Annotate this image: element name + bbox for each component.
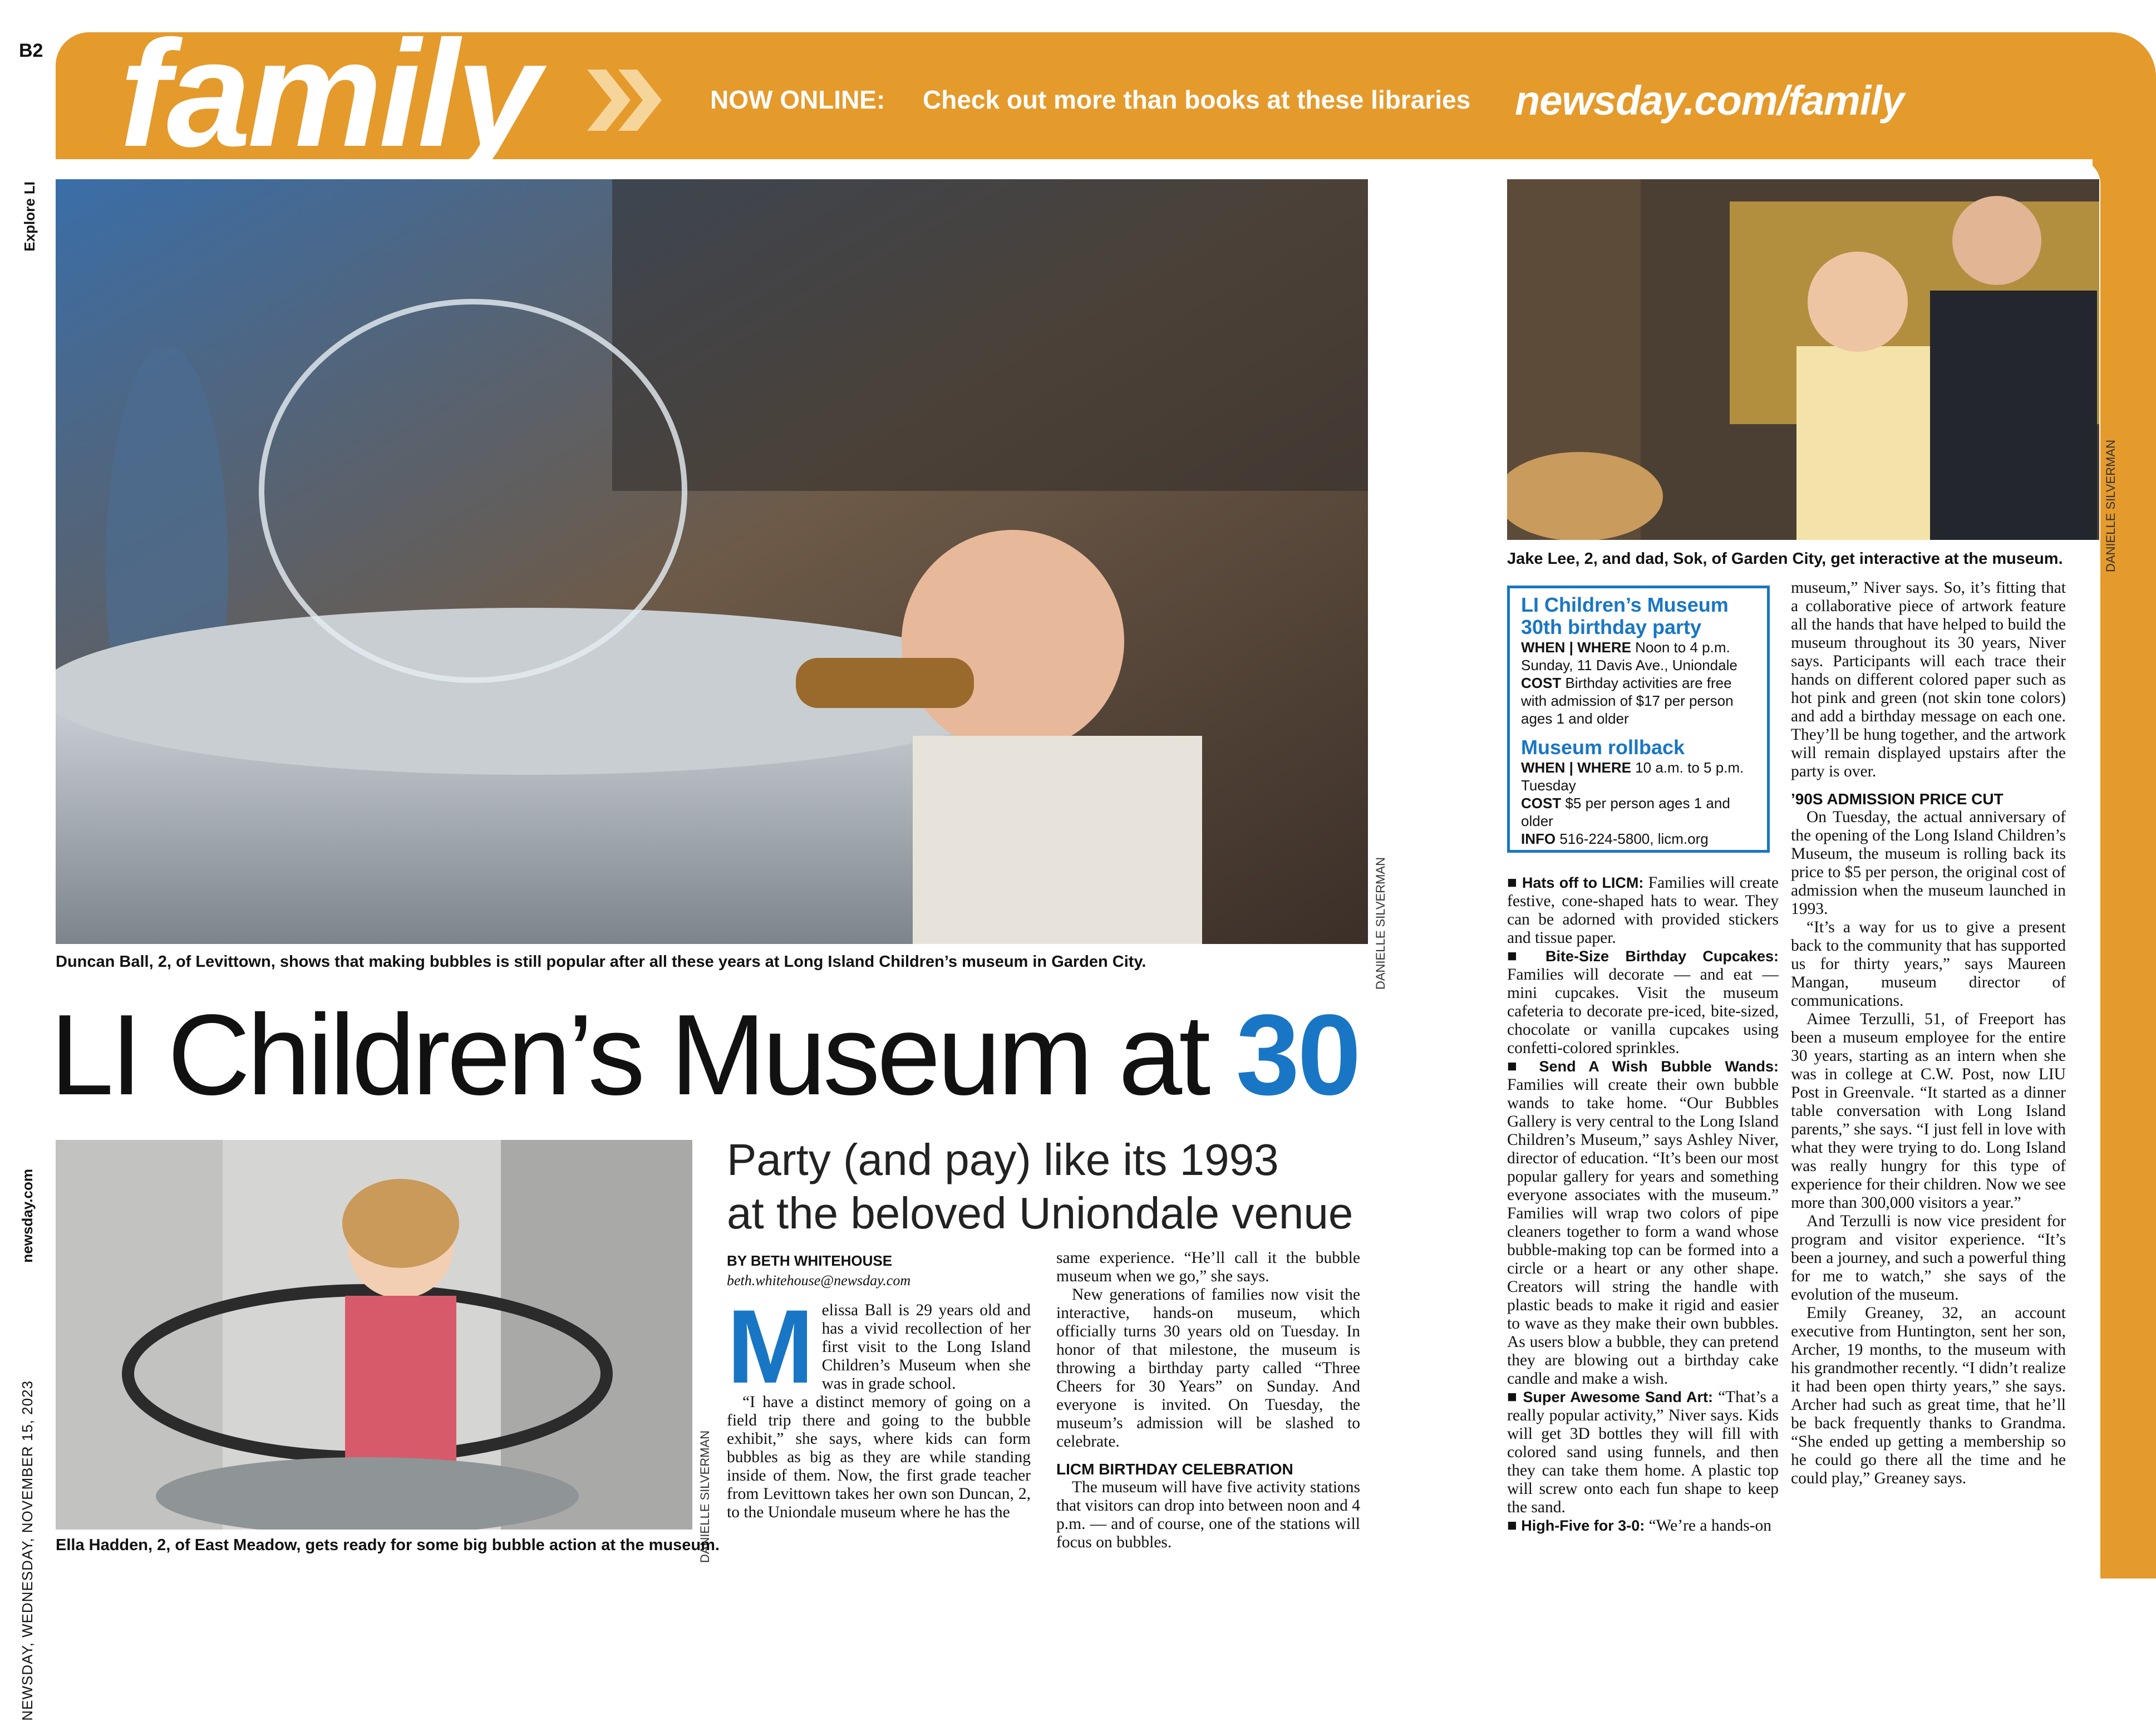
cost-value: $5 per person ages 1 and older xyxy=(1521,795,1730,829)
bullet-label: Super Awesome Sand Art: xyxy=(1523,1389,1714,1405)
when-label: WHEN | WHERE xyxy=(1521,639,1631,656)
info-label: INFO xyxy=(1521,830,1556,847)
bullet-label: High-Five for 3-0: xyxy=(1521,1517,1645,1534)
event-cost xyxy=(1521,674,1756,727)
paragraph: New generations of families now visit the interactive, hands-on museum, which officially turns 30 years old on Tuesday. In honor of that milestone, the museum is throwing a birthday party called “Three Cheers for 30 Years” on Sunday. And everyone is invited. On Tuesday, the museum’s admission will be slashed to celebrate. xyxy=(1056,1286,1360,1450)
bullet-text: Families will decorate — and eat — mini cupcakes. Visit the museum cafeteria to decorate pre-iced, bite-sized, chocolate or vanilla cupcakes using confetti-colored sprinkles. xyxy=(1507,966,1779,1057)
when-value: 10 a.m. to 5 p.m. Tuesday xyxy=(1521,759,1744,794)
bullet-item xyxy=(1507,1058,1779,1388)
article-column-3 xyxy=(1507,874,1779,1570)
paragraph: “I have a distinct memory of going on a field trip there and going to the bubble exhibit,” she says, where kids can form bubbles as big as they are while standing inside of them. Now, the first grade teacher from Levittown takes her own son Duncan, 2, to the Uniondale museum where he has the xyxy=(727,1393,1031,1521)
paragraph: “It’s a way for us to give a present back to the community that has supported us for thirty years,” says Maureen Mangan, museum director of communications. xyxy=(1791,918,2066,1010)
when-label: WHEN | WHERE xyxy=(1521,759,1631,776)
double-chevron-icon xyxy=(587,70,665,131)
photo-caption: Ella Hadden, 2, of East Meadow, gets ready for some big bubble action at the museum. xyxy=(56,1536,720,1554)
paragraph: And Terzulli is now vice president for program and visitor experience. “It’s been a journey, and such a powerful thing for me to watch,” she says of the evolution of the museum. xyxy=(1791,1212,2066,1304)
bullet-item xyxy=(1507,1388,1779,1517)
header-side-band xyxy=(2093,83,2156,1579)
event-when xyxy=(1521,638,1756,674)
info-value[interactable]: 516-224-5800, licm.org xyxy=(1559,830,1709,847)
bullet-square-icon: ■ xyxy=(1507,1388,1518,1406)
event-info xyxy=(1521,830,1756,848)
paragraph: museum,” Niver says. So, it’s fitting that a collaborative piece of artwork feature all the hands that have helped to build the museum throughout its 30 years, Niver says. Participants will each trace their hands on different colored paper such as hot pink and green (not skin tone colors) and add a birthday message on each one. They’ll be hung together, and the artwork will remain displayed upstairs after the party is over. xyxy=(1791,579,2066,780)
headline-accent: 30 xyxy=(1235,991,1359,1119)
headline xyxy=(50,992,1359,1118)
drop-cap: M xyxy=(727,1301,814,1405)
online-label: NOW ONLINE: xyxy=(710,85,885,114)
byline-email[interactable]: beth.whitehouse@newsday.com xyxy=(727,1272,911,1289)
headline-text: LI Children’s Museum at xyxy=(50,991,1236,1119)
main-photo xyxy=(56,179,1368,944)
paragraph: same experience. “He’ll call it the bubble museum when we go,” she says. xyxy=(1056,1249,1360,1285)
side-dateline: NEWSDAY, WEDNESDAY, NOVEMBER 15, 2023 xyxy=(19,1380,36,1721)
paragraph: On Tuesday, the actual anniversary of the opening of the Long Island Children’s Museum, the museum is rolling back its price to $5 per person, the original cost of admission when the museum launched in 1993. xyxy=(1791,808,2066,918)
byline: BY BETH WHITEHOUSE xyxy=(727,1252,893,1269)
event-info-box xyxy=(1507,586,1770,853)
side-section-label: Explore LI xyxy=(21,181,38,252)
bullet-square-icon: ■ xyxy=(1507,1058,1526,1075)
bullet-square-icon: ■ xyxy=(1507,874,1518,892)
article-column-4 xyxy=(1791,579,2066,1570)
bullet-item xyxy=(1507,874,1779,947)
deck-line: Party (and pay) like its 1993 xyxy=(727,1135,1279,1184)
page-number: B2 xyxy=(19,40,43,61)
section-title: family xyxy=(120,9,538,178)
subhead: LICM BIRTHDAY CELEBRATION xyxy=(1056,1461,1293,1478)
online-link[interactable]: Check out more than books at these libraries xyxy=(923,85,1471,114)
bullet-label: Send A Wish Bubble Wands: xyxy=(1539,1058,1779,1075)
photo-credit: DANIELLE SILVERMAN xyxy=(1374,857,1387,990)
bullet-label: Bite-Size Birthday Cupcakes: xyxy=(1545,948,1779,965)
event-title: 30th birthday party xyxy=(1521,616,1702,638)
bullet-square-icon: ■ xyxy=(1507,947,1529,965)
article-column-2 xyxy=(1056,1249,1360,1566)
deck-line: at the beloved Uniondale venue xyxy=(727,1188,1353,1238)
bullet-text: “We’re a hands-on xyxy=(1648,1517,1771,1535)
bullet-item xyxy=(1507,1517,1779,1535)
paragraph: The museum will have five activity stations that visitors can drop into between noon and 4 p.m. — and of course, one of the stations will focus on bubbles. xyxy=(1056,1478,1360,1551)
bullet-text: “That’s a really popular activity,” Niver says. Kids will get 3D bottles they will fill with colored sand using funnels, and then they can take them home. A plastic top will screw onto each fun shape to keep the sand. xyxy=(1507,1388,1779,1516)
event-title: Museum rollback xyxy=(1521,736,1685,759)
event-title: LI Children’s Museum xyxy=(1521,593,1729,616)
bullet-text: Families will create festive, cone-shaped hats to wear. They can be adorned with provided stickers and tissue paper. xyxy=(1507,874,1779,947)
cost-label: COST xyxy=(1521,675,1562,691)
event-when xyxy=(1521,759,1756,794)
bullet-item xyxy=(1507,947,1779,1058)
paragraph: Emily Greaney, 32, an account executive from Huntington, sent her son, Archer, 19 months, to the museum with his grandmother recently. “I didn’t realize it had been open thirty years,” she says. Archer had such as great time, that he’ll be back frequently thanks to Grandma. “She ended up getting a membership so he could go there all the time and he could play,” Greaney says. xyxy=(1791,1304,2066,1487)
bullet-square-icon: ■ xyxy=(1507,1517,1517,1535)
event-cost xyxy=(1521,794,1756,830)
paragraph: elissa Ball is 29 years old and has a vivid recollection of her first visit to the Long Island Children’s Museum when she was in grade school. xyxy=(821,1301,1031,1393)
photo-caption: Duncan Ball, 2, of Levittown, shows that making bubbles is still popular after all these years at Long Island Children’s museum in Garden City. xyxy=(56,953,1146,971)
photo-caption: Jake Lee, 2, and dad, Sok, of Garden City, get interactive at the museum. xyxy=(1507,550,2063,568)
when-value: Noon to 4 p.m. Sunday, 11 Davis Ave., Uniondale xyxy=(1521,639,1737,673)
subhead: ’90S ADMISSION PRICE CUT xyxy=(1791,790,2004,808)
bullet-text: Families will create their own bubble wands to take home. “Our Bubbles Gallery is very central to the Long Island Children’s Museum,” says Ashley Niver, director of education. “It’s been our most popular gallery for years and something everyone associates with the museum.” Families will wrap two colors of pipe cleaners together to form a wand whose bubble-making top can be formed into a circle or a heart or any other shape. Creators will string the handle with plastic beads to make it rigid and easier to wave as they make their own bubbles. As users blow a bubble, they can pretend they are blowing out a birthday cake candle and make a wish. xyxy=(1507,1076,1779,1388)
cost-label: COST xyxy=(1521,795,1562,812)
section-url-link[interactable]: newsday.com/family xyxy=(1515,77,1904,124)
bottom-photo xyxy=(56,1140,692,1530)
paragraph: Aimee Terzulli, 51, of Freeport has been a museum employee for the entire 30 years, starting as an intern when she was in college at C.W. Post, now LIU Post in Greenvale. “It started as a dinner table conversation with Long Island parents,” she says. “I just fell in love with what they were trying to do. Long Island was really hungry for this type of experience for their children. Now we see more than 300,000 visitors a year.” xyxy=(1791,1010,2066,1212)
cost-value: Birthday activities are free with admission of $17 per person ages 1 and older xyxy=(1521,675,1734,727)
top-right-photo xyxy=(1507,179,2099,540)
bullet-label: Hats off to LICM: xyxy=(1522,874,1644,891)
deck xyxy=(727,1133,1395,1240)
photo-credit: DANIELLE SILVERMAN xyxy=(2104,440,2118,573)
article-column-1 xyxy=(727,1301,1031,1563)
photo-credit: DANIELLE SILVERMAN xyxy=(698,1430,712,1563)
side-site-label: newsday.com xyxy=(19,1169,36,1263)
